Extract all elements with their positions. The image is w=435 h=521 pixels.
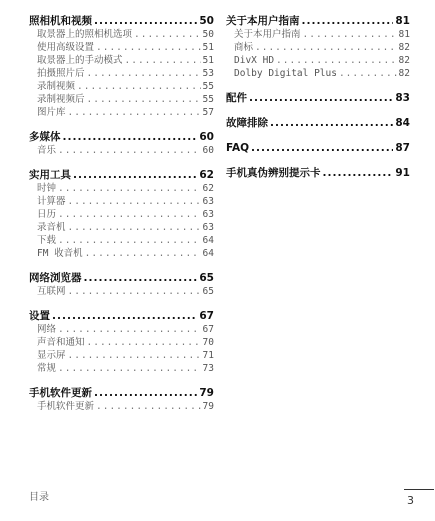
toc-entry[interactable]: 音乐 ..... 60 [29,144,214,157]
toc-section [226,14,410,80]
toc-entry[interactable]: 录制视频后 ..... 55 [29,93,214,106]
toc-section [29,168,214,260]
toc-entry[interactable]: 声音和通知 ..... 70 [29,336,214,349]
toc-section [29,386,214,413]
toc-heading[interactable]: 多媒体 ..... 60 [29,130,214,144]
toc-heading[interactable]: 设置 ..... 67 [29,309,214,323]
toc-section [29,271,214,298]
toc-heading[interactable]: 网络浏览器 ..... 65 [29,271,214,285]
toc-entry[interactable]: 手机软件更新 ..... 79 [29,400,214,413]
toc-entry[interactable]: 常规 ..... 73 [29,362,214,375]
toc-heading[interactable]: FAQ ..... 87 [226,141,410,155]
toc-entry[interactable]: 商标 ..... 82 [226,41,410,54]
toc-heading[interactable]: 故障排除 ..... 84 [226,116,410,130]
toc-heading[interactable]: 配件 ..... 83 [226,91,410,105]
toc-section [29,14,214,119]
toc-entry[interactable]: 网络 ..... 67 [29,323,214,336]
page-number: 3 [407,494,414,507]
footer-label: 目录 [29,492,49,503]
toc-entry[interactable]: FM 收音机 ..... 64 [29,247,214,260]
toc-heading[interactable]: 关于本用户指南 ..... 81 [226,14,410,28]
toc-entry[interactable]: 取景器上的手动模式 ..... 51 [29,54,214,67]
toc-entry[interactable]: 日历 ..... 63 [29,208,214,221]
toc-entry[interactable]: 拍摄照片后 ..... 53 [29,67,214,80]
toc-section [29,309,214,375]
toc-entry[interactable]: 时钟 ..... 62 [29,182,214,195]
toc-section [226,91,410,105]
toc-left-column [29,14,214,424]
toc-entry[interactable]: 下载 ..... 64 [29,234,214,247]
toc-entry[interactable]: DivX HD ..... 82 [226,54,410,67]
toc-entry[interactable]: 录音机 ..... 63 [29,221,214,234]
toc-entry[interactable]: Dolby Digital Plus ..... 82 [226,67,410,80]
toc-heading[interactable]: 实用工具 ..... 62 [29,168,214,182]
toc-section [226,141,410,155]
toc-heading[interactable]: 手机真伪辨别提示卡 ..... 91 [226,166,410,180]
toc-section [226,166,410,180]
toc-heading[interactable]: 照相机和视频 ..... 50 [29,14,214,28]
toc-section [29,130,214,157]
toc-entry[interactable]: 显示屏 ..... 71 [29,349,214,362]
toc-entry[interactable]: 计算器 ..... 63 [29,195,214,208]
toc-entry[interactable]: 录制视频 ..... 55 [29,80,214,93]
toc-entry[interactable]: 取景器上的照相机选项 ..... 50 [29,28,214,41]
footer-divider [404,489,434,490]
toc-entry[interactable]: 图片库 ..... 57 [29,106,214,119]
toc-right-column [226,14,410,191]
toc-heading[interactable]: 手机软件更新 ..... 79 [29,386,214,400]
toc-entry[interactable]: 互联网 ..... 65 [29,285,214,298]
toc-section [226,116,410,130]
toc-entry[interactable]: 使用高级设置 ..... 51 [29,41,214,54]
toc-entry[interactable]: 关于本用户指南 ..... 81 [226,28,410,41]
